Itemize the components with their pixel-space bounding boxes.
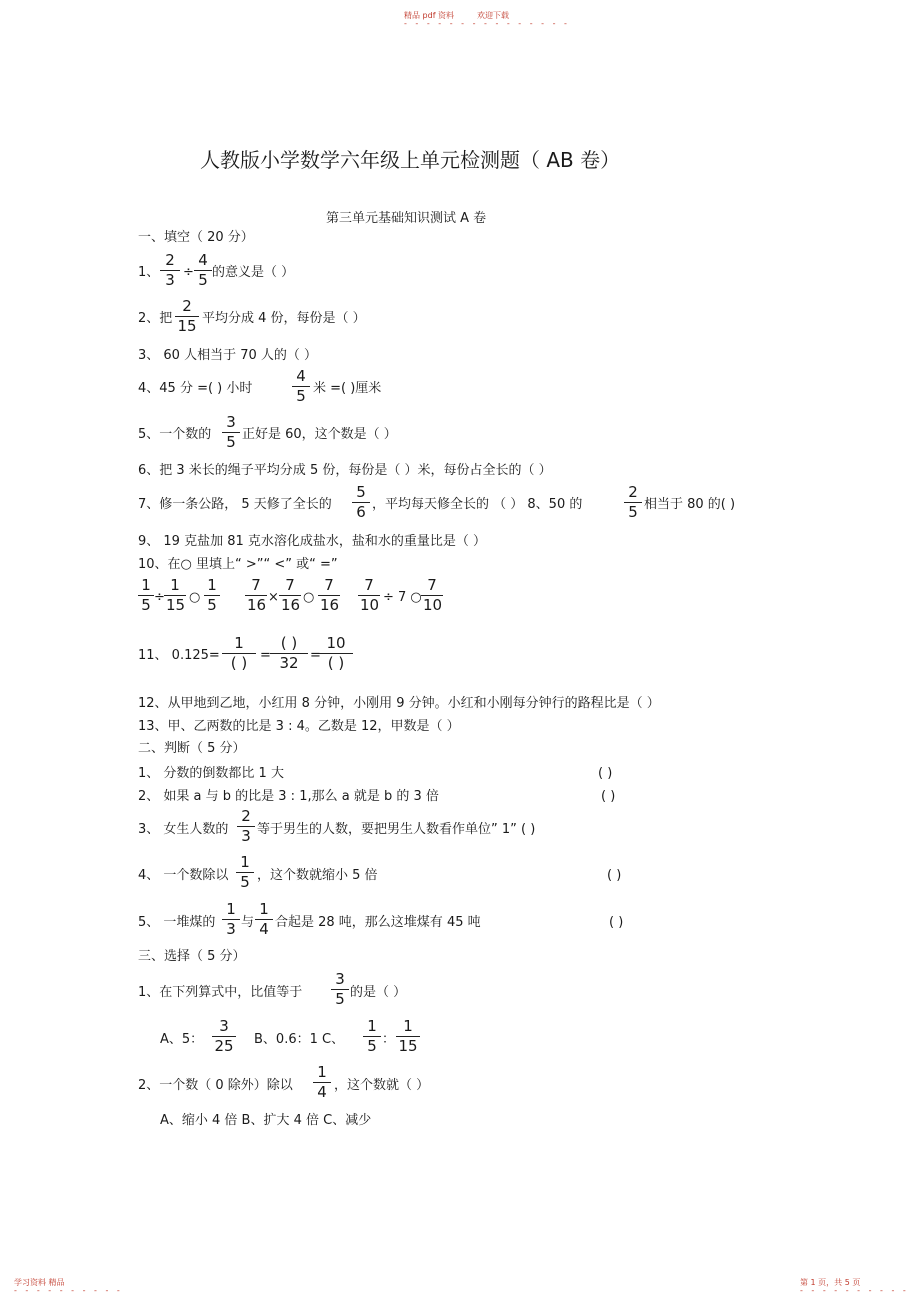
section-fill-blank: 一、填空（ 20 分） (138, 230, 254, 245)
fraction: 7 10 (423, 576, 443, 614)
judge-3-label: 3、 女生人数的 (138, 822, 229, 837)
compare-circle: ○ (303, 590, 315, 605)
q9-text: 9、 19 克盐加 81 克水溶化成盐水，盐和水的重量比是（ ） (138, 534, 487, 549)
times-sign: × (268, 590, 279, 605)
divide-seven: ÷ 7 ○ (383, 590, 422, 605)
header-left: 精品 pdf 资料 (404, 11, 455, 20)
q5-label: 5、一个数的 (138, 427, 212, 442)
fraction: 10 ( ) (319, 635, 353, 672)
fraction: 3 5 (222, 414, 240, 451)
fraction: 4 5 (194, 252, 212, 289)
equals-sign: = (310, 648, 321, 663)
choice-1-option-b: B、0.6：1 C、 (254, 1032, 345, 1047)
fraction: 4 5 (292, 368, 310, 405)
judge-3-text: 等于男生的人数，要把男生人数看作单位” 1” ( ) (257, 822, 536, 837)
judge-5-label: 5、 一堆煤的 (138, 915, 216, 930)
q2-text: 平均分成 4 份，每份是（ ） (202, 311, 366, 326)
fraction: 1 5 (363, 1018, 381, 1055)
fraction: 1 4 (255, 901, 273, 938)
fraction: 1 4 (313, 1064, 331, 1101)
fraction: 7 16 (320, 576, 340, 614)
footer-left-dots: - - - - - - - - - - (14, 1286, 123, 1295)
footer-left: 学习资料 精品 (14, 1278, 65, 1287)
divide-sign: ÷ (183, 265, 194, 280)
judge-4-label: 4、 一个数除以 (138, 868, 229, 883)
fraction: 1 ( ) (222, 635, 256, 672)
equals-sign: = (260, 648, 271, 663)
q3-text: 3、 60 人相当于 70 人的（ ） (138, 348, 318, 363)
fraction: 1 5 (138, 577, 154, 614)
q12-text: 12、从甲地到乙地，小红用 8 分钟，小刚用 9 分钟。小红和小刚每分钟行的路程比是（ ） (138, 696, 660, 711)
judge-1: 1、 分数的倒数都比 1 大 (138, 766, 284, 781)
fraction: 3 25 (212, 1018, 236, 1055)
q8-text: 相当于 80 的( ) (644, 497, 736, 512)
fraction: 2 15 (175, 298, 199, 335)
fraction: 3 5 (331, 971, 349, 1008)
page-title: 人教版小学数学六年级上单元检测题（ AB 卷） (200, 148, 621, 172)
fraction: 2 3 (237, 808, 255, 845)
q7-label: 7、修一条公路， 5 天修了全长的 (138, 497, 332, 512)
q11-label: 11、 0.125= (138, 648, 220, 663)
fraction: 1 5 (204, 577, 220, 614)
page-number: 第 1 页，共 5 页 (800, 1278, 861, 1287)
fraction: 1 15 (166, 576, 186, 614)
choice-2-options: A、缩小 4 倍 B、扩大 4 倍 C、减少 (160, 1113, 372, 1128)
fraction: ( ) 32 (270, 635, 308, 672)
fraction: 1 5 (236, 854, 254, 891)
choice-1-text-b: 的是（ ） (350, 985, 407, 1000)
section-choice: 三、选择（ 5 分） (138, 949, 246, 964)
fraction: 7 16 (247, 576, 267, 614)
fraction: 1 3 (222, 901, 240, 938)
judge-1-blank: ( ) (598, 766, 613, 781)
judge-4-blank: ( ) (607, 868, 622, 883)
q4-text: 4、45 分 =( ) 小时 (138, 381, 253, 396)
section-judge: 二、判断（ 5 分） (138, 741, 246, 756)
q6-text: 6、把 3 米长的绳子平均分成 5 份，每份是（ ）米，每份占全长的（ ） (138, 463, 552, 478)
fraction: 2 3 (160, 252, 180, 289)
choice-1-option-a: A、5： (160, 1032, 204, 1047)
judge-5-and: 与 (241, 915, 255, 930)
header-dots: - - - - - - - - - - - - - - - (404, 19, 570, 28)
choice-2-text: 2、一个数（ 0 除外）除以 (138, 1078, 293, 1093)
q2-label: 2、把 (138, 311, 173, 326)
q7-text: ，平均每天修全长的 （ ） 8、50 的 (372, 497, 583, 512)
compare-circle: ○ (189, 590, 201, 605)
q4-text-b: 米 =( )厘米 (313, 381, 382, 396)
q13-text: 13、甲、乙两数的比是 3 : 4。乙数是 12，甲数是（ ） (138, 719, 460, 734)
choice-1-text: 1、在下列算式中，比值等于 (138, 985, 303, 1000)
q1-label: 1、 (138, 265, 160, 280)
header-right: 欢迎下载 (477, 11, 509, 20)
divide-sign: ÷ (154, 590, 165, 605)
ratio-colon: ： (382, 1032, 396, 1047)
section-subtitle: 第三单元基础知识测试 A 卷 (326, 211, 487, 226)
fraction: 7 16 (281, 576, 301, 614)
judge-2-blank: ( ) (601, 789, 616, 804)
fraction: 1 15 (396, 1018, 420, 1055)
judge-5-text: 合起是 28 吨，那么这堆煤有 45 吨 (275, 915, 481, 930)
choice-2-text-b: ，这个数就（ ） (334, 1078, 430, 1093)
fraction: 5 6 (352, 484, 370, 521)
q5-text: 正好是 60，这个数是（ ） (242, 427, 397, 442)
judge-4-text: ，这个数就缩小 5 倍 (257, 868, 378, 883)
fraction: 2 5 (624, 484, 642, 521)
footer-right-dots: - - - - - - - - - - (800, 1286, 909, 1295)
judge-5-blank: ( ) (609, 915, 624, 930)
fraction: 7 10 (360, 576, 380, 614)
q1-text: 的意义是（ ） (212, 265, 295, 280)
q10-text: 10、在○ 里填上“ >”“ <” 或“ =” (138, 557, 338, 572)
judge-2: 2、 如果 a 与 b 的比是 3 : 1,那么 a 就是 b 的 3 倍 (138, 789, 439, 804)
